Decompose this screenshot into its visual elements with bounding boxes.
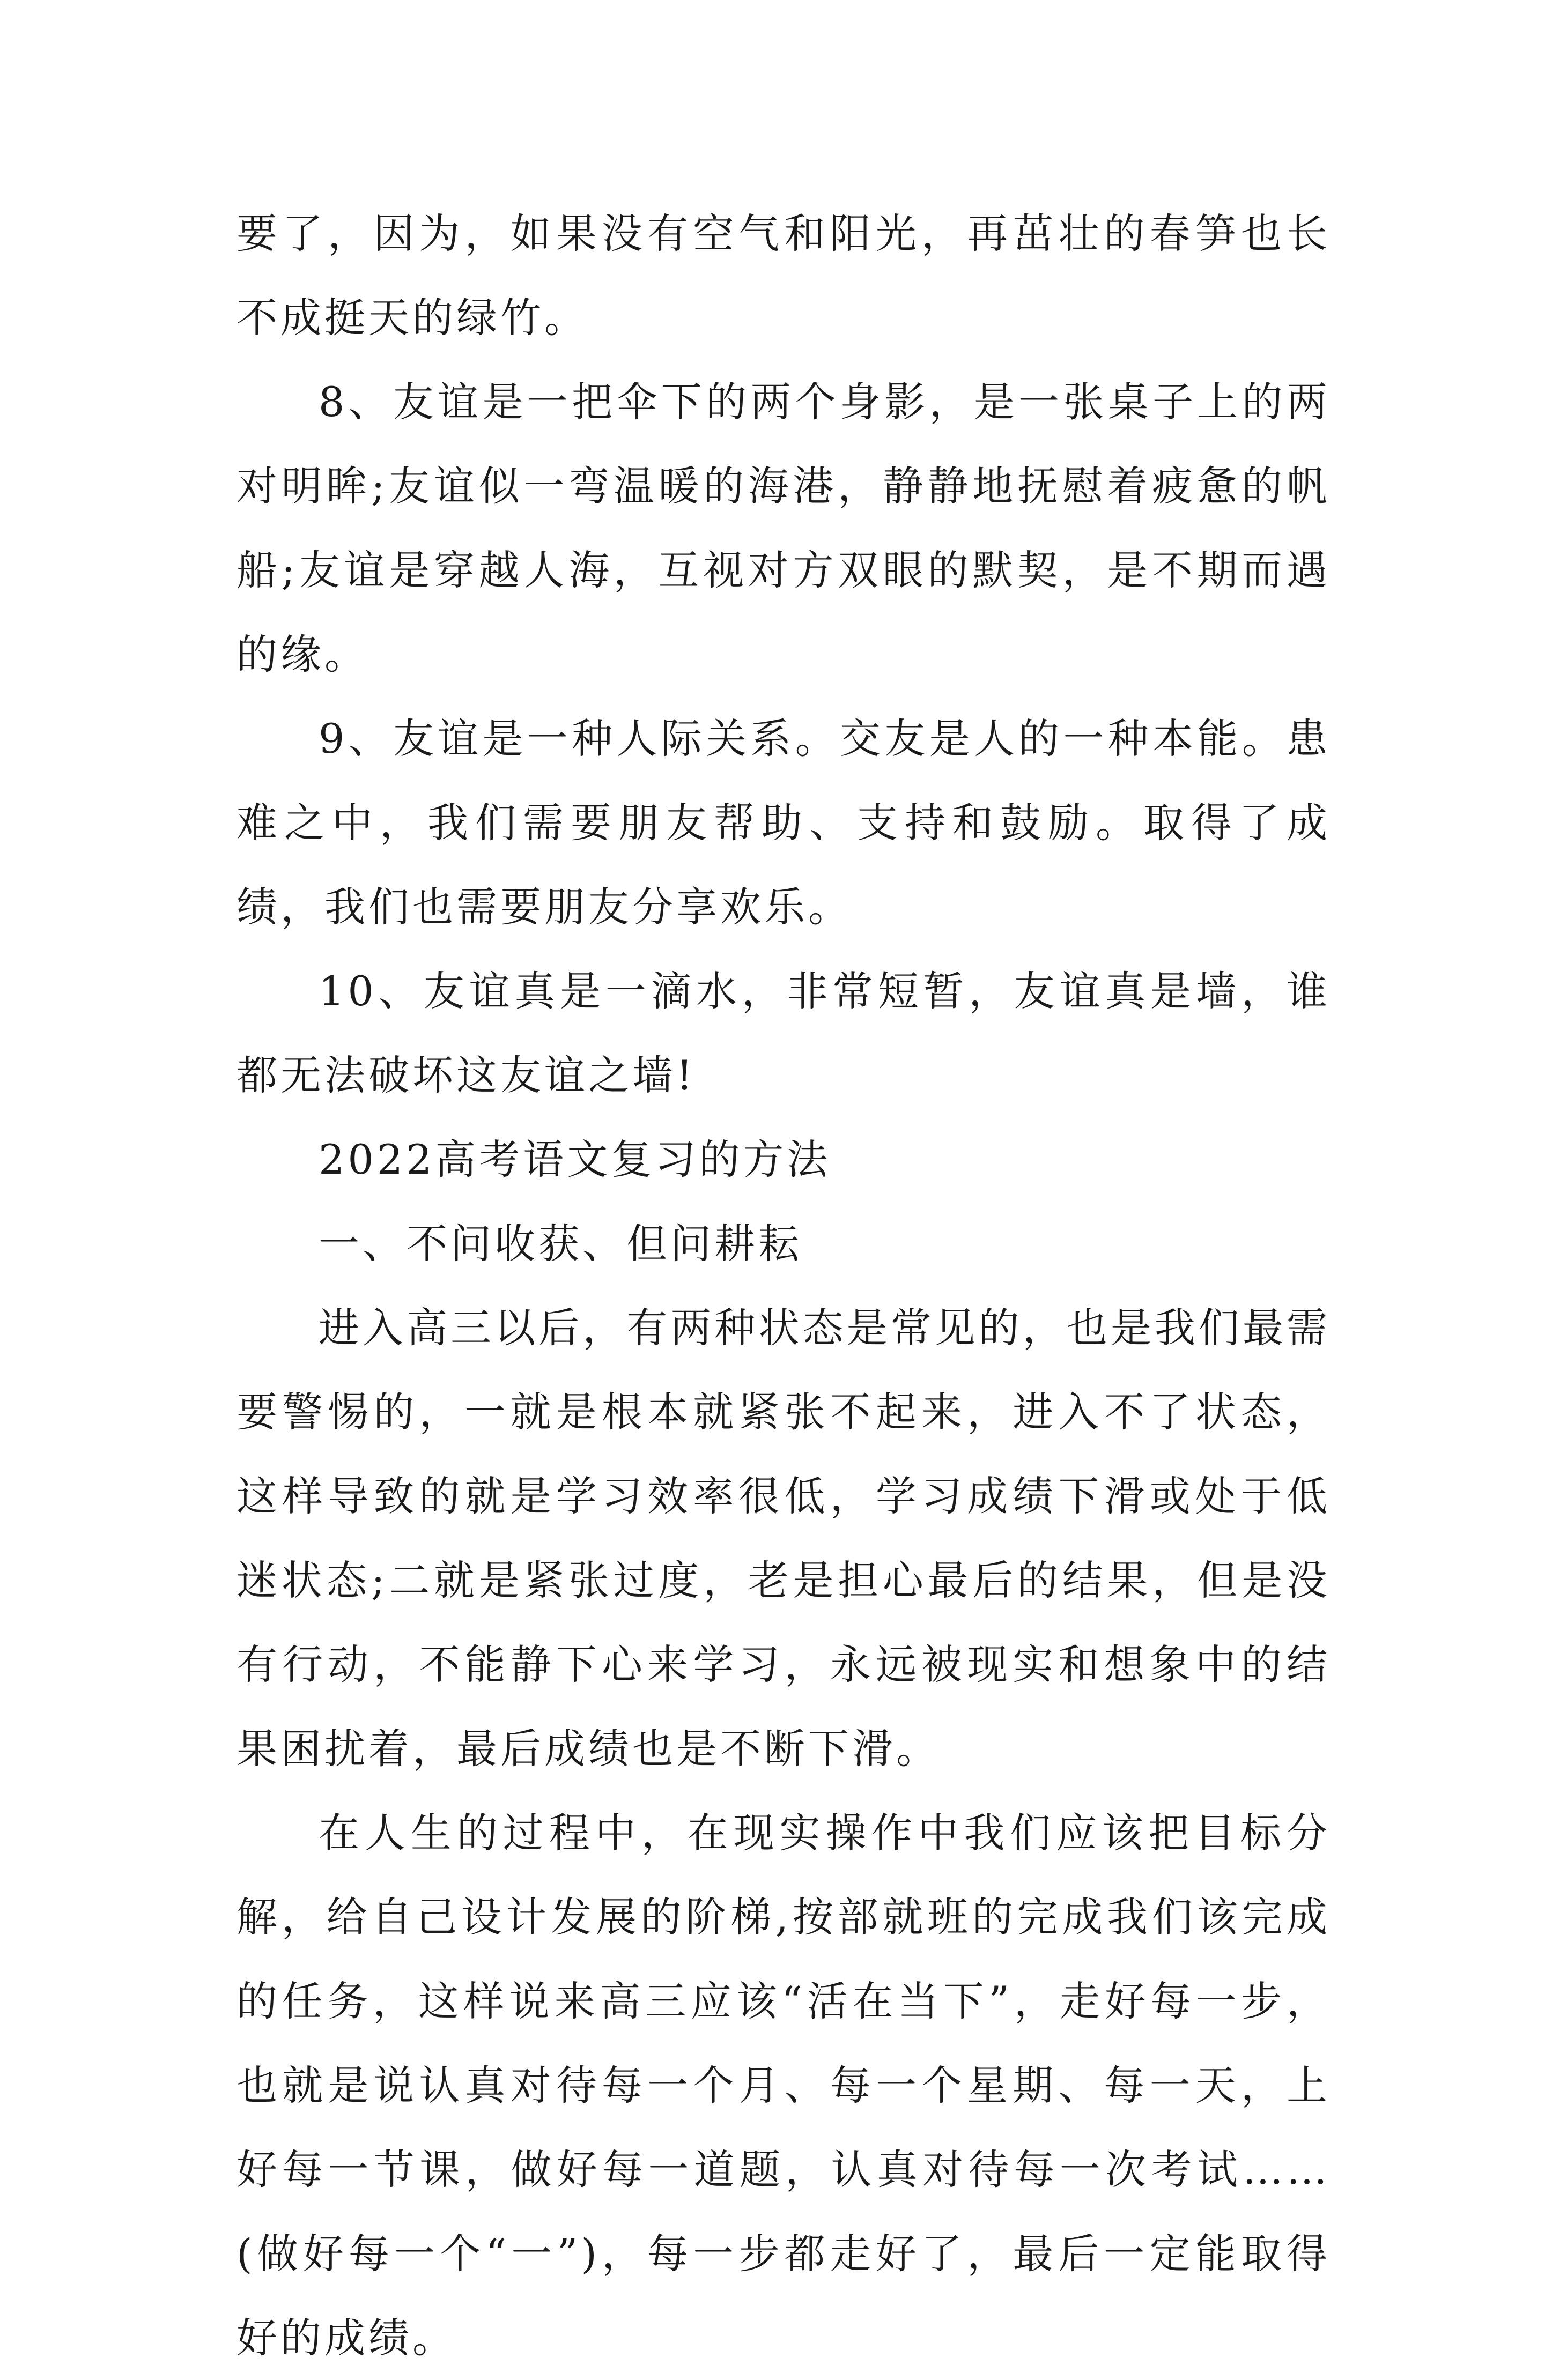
paragraph-item-8: 8、友谊是一把伞下的两个身影，是一张桌子上的两对明眸;友谊似一弯温暖的海港，静静地抚慰着疲惫的帆船;友谊是穿越人海，互视对方双眼的默契，是不期而遇的缘。: [237, 378, 1331, 678]
paragraph-item-10: 10、友谊真是一滴水，非常短暂，友谊真是墙，谁都无法破坏这友谊之墙!: [237, 967, 1331, 1099]
subsection-heading: 一、不问收获、但问耕耘: [319, 1220, 802, 1267]
paragraph-body-2: 在人生的过程中，在现实操作中我们应该把目标分解，给自己设计发展的阶梯,按部就班的完成我们该完成的任务，这样说来高三应该“活在当下”，走好每一步，也就是说认真对待每一个月、每一个星期、每一天，上好每一节课，做好每一道题，认真对待每一次考试……(做好每一个“一”)，每一步都走好了，最后一定能取得好的成绩。: [237, 1809, 1331, 2362]
document-body: [237, 191, 1331, 2380]
paragraph-body-1: 进入高三以后，有两种状态是常见的，也是我们最需要警惕的，一就是根本就紧张不起来，进入不了状态，这样导致的就是学习效率很低，学习成绩下滑或处于低迷状态;二就是紧张过度，老是担心最后的结果，但是没有行动，不能静下心来学习，永远被现实和想象中的结果困扰着，最后成绩也是不断下滑。: [237, 1304, 1331, 1773]
paragraph-item-9: 9、友谊是一种人际关系。交友是人的一种本能。患难之中，我们需要朋友帮助、支持和鼓励。取得了成绩，我们也需要朋友分享欢乐。: [237, 715, 1331, 931]
section-heading: 2022高考语文复习的方法: [319, 1136, 831, 1183]
paragraph-continuation: 要了，因为，如果没有空气和阳光，再茁壮的春笋也长不成挺天的绿竹。: [237, 210, 1331, 342]
